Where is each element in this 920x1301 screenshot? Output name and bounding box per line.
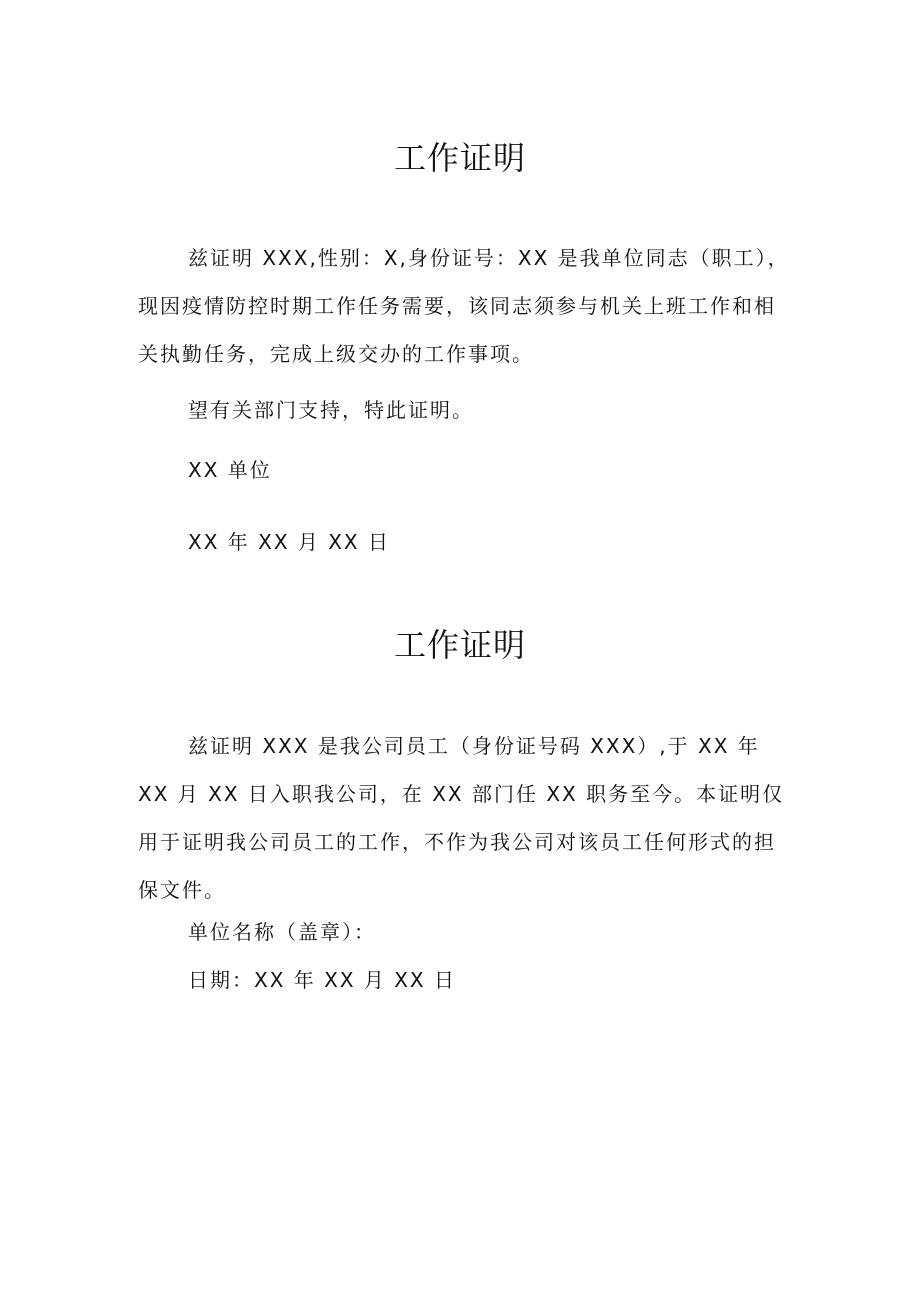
certificate-date-1: XX 年 XX 月 XX 日 (188, 530, 390, 554)
certificate-body-2: 兹证明 XXX 是我公司员工（身份证号码 XXX）,于 XX 年 XX 月 XX 日入职我公司，在 XX 部门任 XX 职务至今。本证明仅用于证明我公司员工的工作，不作为我公司对该员工任何形式的担保文件。 (138, 734, 785, 902)
certificate-closing-1: 望有关部门支持，特此证明。 (188, 398, 474, 422)
certificate-body-1: 兹证明 XXX,性别：X,身份证号：XX 是我单位同志（职工），现因疫情防控时期工作任务需要，该同志须参与机关上班工作和相关执勤任务，完成上级交办的工作事项。 (138, 246, 790, 366)
certificate-title-1: 工作证明 (393, 139, 526, 177)
certificate-signature-1: XX 单位 (188, 458, 272, 482)
certificate-date-2: 日期：XX 年 XX 月 XX 日 (188, 968, 456, 992)
certificate-signature-2: 单位名称（盖章）： (188, 920, 376, 944)
certificate-title-2: 工作证明 (393, 626, 526, 664)
